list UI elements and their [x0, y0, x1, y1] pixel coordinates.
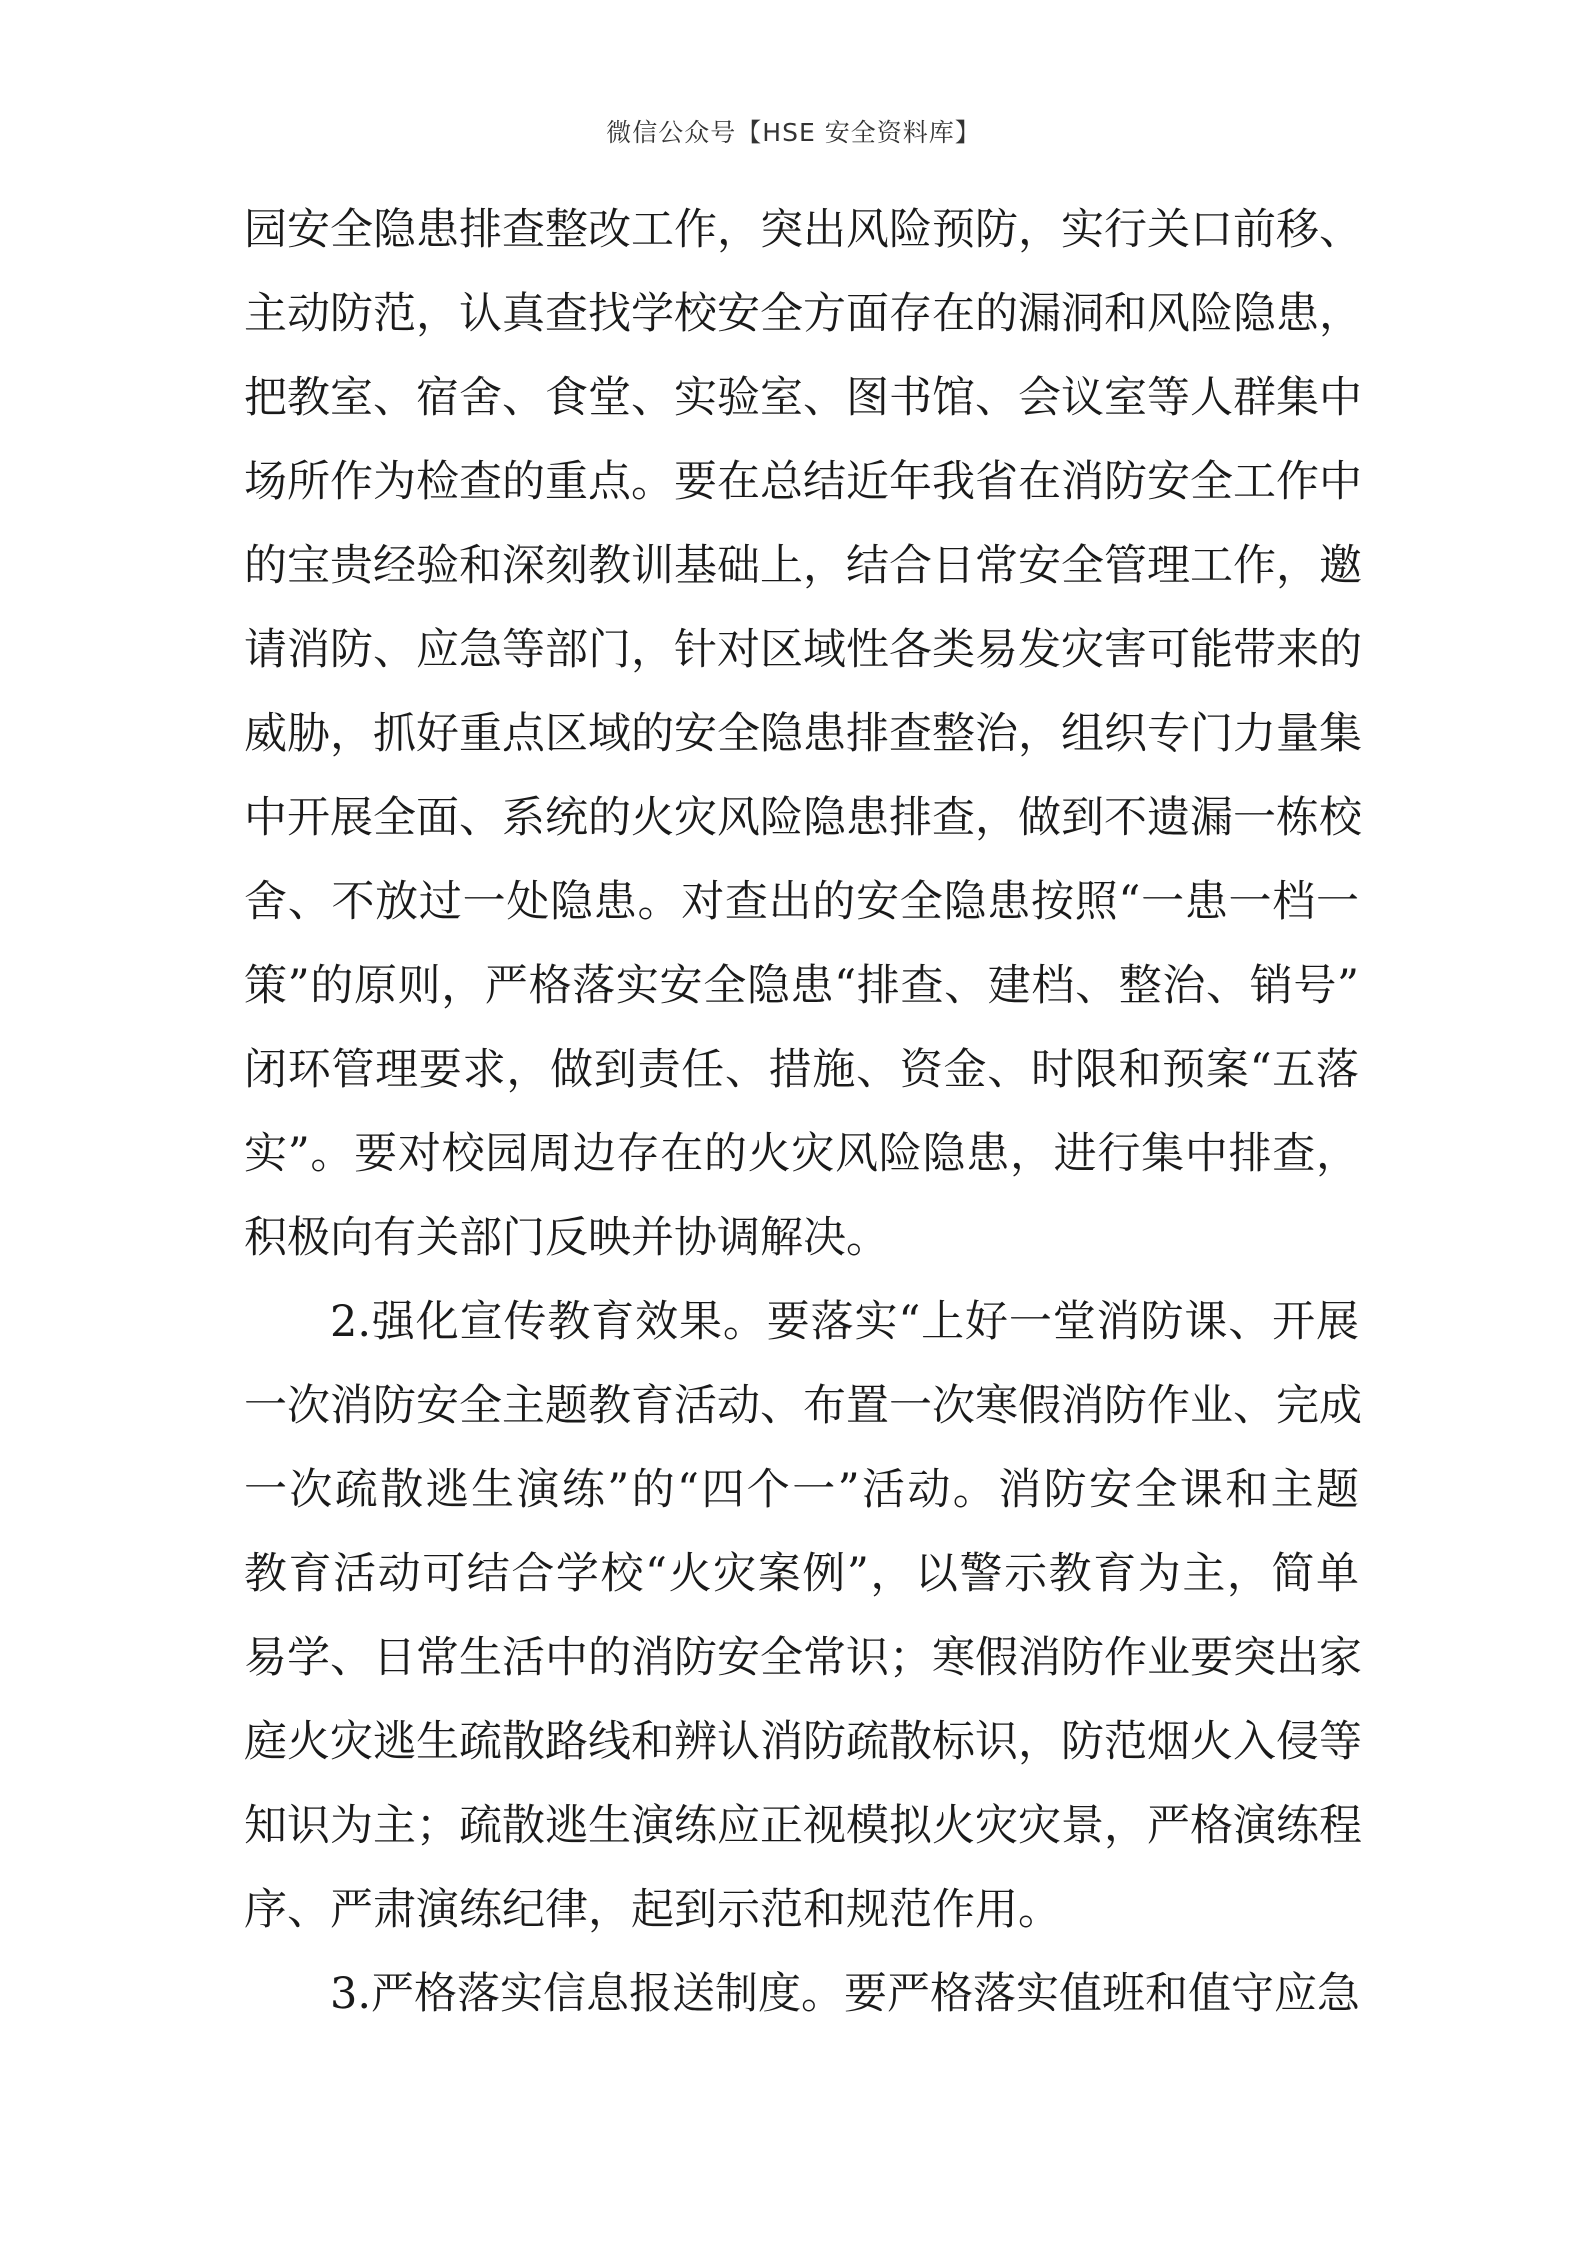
- text-line: 园安全隐患排查整改工作，突出风险预防，实行关口前移、: [244, 205, 1362, 255]
- text-line: 知识为主；疏散逃生演练应正视模拟火灾灾景，严格演练程: [244, 1801, 1362, 1851]
- text-line: 把教室、宿舍、食堂、实验室、图书馆、会议室等人群集中: [244, 373, 1362, 423]
- text-line: 一次消防安全主题教育活动、布置一次寒假消防作业、完成: [244, 1381, 1362, 1431]
- document-body: [244, 205, 1362, 2053]
- paragraph: [244, 1969, 1359, 2053]
- text-line: 威胁，抓好重点区域的安全隐患排查整治，组织专门力量集: [244, 709, 1362, 759]
- text-line: 3.严格落实信息报送制度。要严格落实值班和值守应急: [330, 1969, 1361, 2019]
- text-line: 的宝贵经验和深刻教训基础上，结合日常安全管理工作，邀: [244, 541, 1362, 591]
- text-line: 积极向有关部门反映并协调解决。: [244, 1213, 889, 1263]
- paragraph: [244, 205, 1362, 1297]
- text-line: 实”。要对校园周边存在的火灾风险隐患，进行集中排查，: [244, 1129, 1359, 1179]
- page-header: 微信公众号【HSE 安全资料库】: [606, 118, 981, 147]
- paragraph: [244, 1297, 1362, 1969]
- text-line: 庭火灾逃生疏散路线和辨认消防疏散标识，防范烟火入侵等: [244, 1717, 1362, 1767]
- text-line: 策”的原则，严格落实安全隐患“排查、建档、整治、销号”: [244, 961, 1359, 1011]
- text-line: 中开展全面、系统的火灾风险隐患排查，做到不遗漏一栋校: [244, 793, 1362, 843]
- text-line: 主动防范，认真查找学校安全方面存在的漏洞和风险隐患，: [244, 289, 1362, 339]
- text-line: 舍、不放过一处隐患。对查出的安全隐患按照“一患一档一: [244, 877, 1359, 927]
- text-line: 场所作为检查的重点。要在总结近年我省在消防安全工作中: [244, 457, 1362, 507]
- text-line: 2.强化宣传教育效果。要落实“上好一堂消防课、开展: [330, 1297, 1359, 1347]
- text-line: 教育活动可结合学校“火灾案例”，以警示教育为主，简单: [244, 1549, 1359, 1599]
- text-line: 易学、日常生活中的消防安全常识；寒假消防作业要突出家: [244, 1633, 1362, 1683]
- text-line: 一次疏散逃生演练”的“四个一”活动。消防安全课和主题: [244, 1465, 1359, 1515]
- text-line: 序、严肃演练纪律，起到示范和规范作用。: [244, 1885, 1061, 1935]
- text-line: 请消防、应急等部门，针对区域性各类易发灾害可能带来的: [244, 625, 1362, 675]
- text-line: 闭环管理要求，做到责任、措施、资金、时限和预案“五落: [244, 1045, 1359, 1095]
